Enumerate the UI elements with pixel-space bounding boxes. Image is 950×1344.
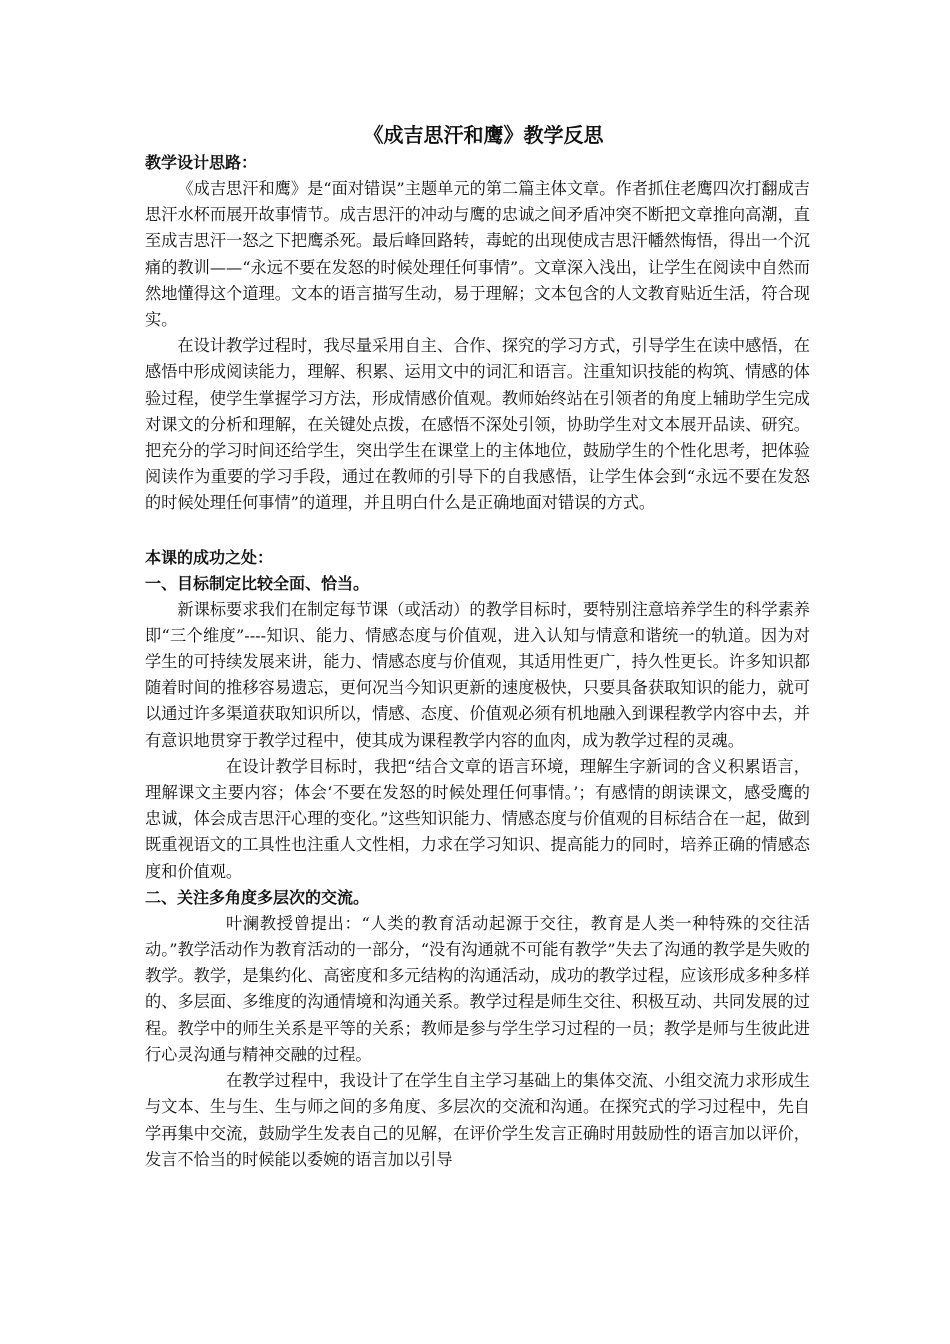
design-paragraph-1: 《成吉思汗和鹰》是“面对错误”主题单元的第二篇主体文章。作者抓住老鹰四次打翻成吉思汗水杯而展开故事情节。成吉思汗的冲动与鹰的忠诚之间矛盾冲突不断把文章推向高潮，直至成吉思汗一怒之下把鹰杀死。最后峰回路转，毒蛇的出现使成吉思汗幡然悔悟，得出一个沉痛的教训——“永远不要在发怒的时候处理任何事情”。文章深入浅出，让学生在阅读中自然而然地懂得这个道理。文本的语言描写生动，易于理解；文本包含的人文教育贴近生活，符合现实。: [145, 179, 810, 330]
point-2-paragraph-2: 在教学过程中，我设计了在学生自主学习基础上的集体交流、小组交流力求形成生与文本、生与生、生与师之间的多角度、多层次的交流和沟通。在探究式的学习过程中，先自学再集中交流，鼓励学生发表自己的见解，在评价学生发言正确时用鼓励性的语言加以评价，发言不恰当的时候能以委婉的语言加以引导: [145, 1071, 810, 1169]
document-title: 《成吉思汗和鹰》教学反思: [363, 123, 604, 147]
design-paragraph-2: 在设计教学过程时，我尽量采用自主、合作、探究的学习方式，引导学生在读中感悟，在感悟中形成阅读能力，理解、积累、运用文中的词汇和语言。注重知识技能的构筑、情感的体验过程，使学生掌握学习方法，形成情感价值观。教师始终站在引领者的角度上辅助学生完成对课文的分析和理解，在关键处点拨，在感悟不深处引领，协助学生对文本展开品读、研究。把充分的学习时间还给学生，突出学生在课堂上的主体地位，鼓励学生的个性化思考，把体验阅读作为重要的学习手段，通过在教师的引导下的自我感悟，让学生体会到“永远不要在发怒的时候处理任何事情”的道理，并且明白什么是正确地面对错误的方式。: [145, 336, 810, 513]
design-heading: 教学设计思路：: [145, 153, 258, 172]
point-2-paragraph-1: 叶澜教授曾提出：“人类的教育活动起源于交往，教育是人类一种特殊的交往活动。”教学活动作为教育活动的一部分，“没有沟通就不可能有教学”失去了沟通的教学是失败的教学。教学，是集约化、高密度和多元结构的沟通活动，成功的教学过程，应该形成多种多样的、多层面、多维度的沟通情境和沟通关系。教学过程是师生交往、积极互动、共同发展的过程。教学中的师生关系是平等的关系；教师是参与学生学习过程的一员；教学是师与生彼此进行心灵沟通与精神交融的过程。: [145, 913, 810, 1064]
point-2-heading: 二、关注多角度多层次的交流。: [145, 887, 370, 907]
document-body: [145, 120, 810, 1173]
point-1-paragraph-1: 新课标要求我们在制定每节课（或活动）的教学目标时，要特别注意培养学生的科学素养即“三个维度”----知识、能力、情感态度与价值观，进入认知与情意和谐统一的轨道。因为对学生的可持续发展来讲，能力、情感态度与价值观，其适用性更广，持久性更长。许多知识都随着时间的推移容易遗忘，更何况当今知识更新的速度极快，只要具备获取知识的能力，就可以通过许多渠道获取知识所以，情感、态度、价值观必须有机地融入到课程教学内容中去，并有意识地贯穿于教学过程中，使其成为课程教学内容的血肉，成为教学过程的灵魂。: [145, 599, 810, 750]
section-gap: [145, 517, 810, 545]
success-heading: 本课的成功之处：: [145, 547, 274, 567]
point-1-paragraph-2: 在设计教学目标时，我把“结合文章的语言环境，理解生字新词的含义积累语言，理解课文主要内容；体会‘不要在发怒的时候处理任何事情。’；有感情的朗读课文，感受鹰的忠诚，体会成吉思汗心理的变化。”这些知识能力、情感态度与价值观的目标结合在一起，做到既重视语文的工具性也注重人文性相，力求在学习知识、提高能力的同时，培养正确的情感态度和价值观。: [145, 756, 810, 881]
point-1-heading: 一、目标制定比较全面、恰当。: [145, 573, 370, 593]
